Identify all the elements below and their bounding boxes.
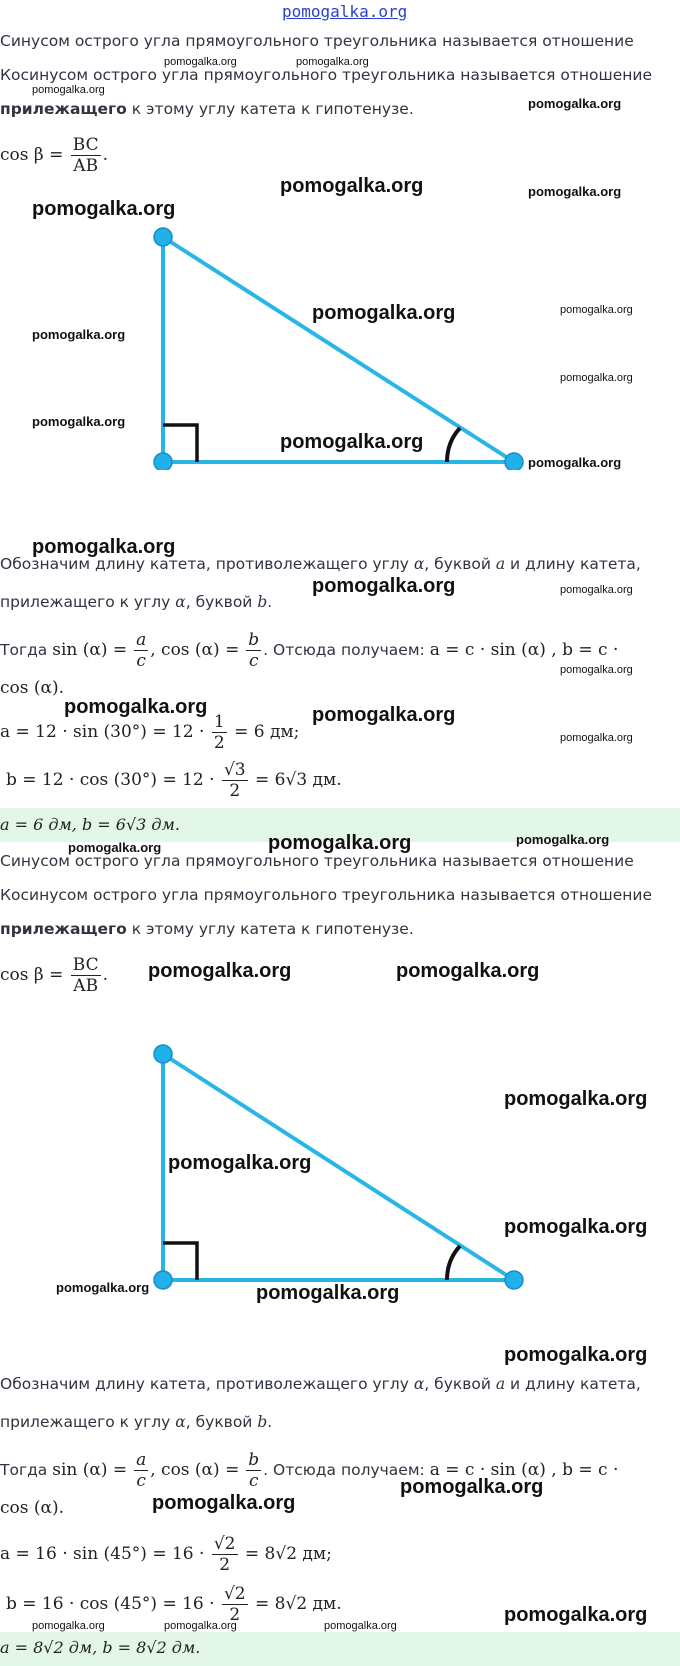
cosine-definition: Косинусом острого угла прямоугольного треугольника называется отношение [0, 66, 652, 84]
letter-a: a [495, 1375, 506, 1393]
right-triangle-diagram-2 [0, 1030, 680, 1290]
p1-b-num: √3 [223, 760, 246, 780]
cos-beta-denominator: AB [73, 976, 99, 996]
adjacent-bold: прилежащего [0, 920, 127, 938]
sin-denominator: c [136, 651, 146, 671]
cos-beta-fraction [71, 955, 101, 996]
watermark: pomogalka.org [528, 455, 622, 470]
watermark: pomogalka.org [296, 56, 369, 68]
then-label: Тогда [0, 1461, 48, 1479]
triangle2-vertex-right-angle [154, 1271, 172, 1289]
watermark: pomogalka.org [32, 198, 176, 220]
legs-text-1b: , буквой [424, 555, 496, 573]
result-formula-cont: cos (α). [0, 678, 65, 698]
result-formula: a = c · sin (α) , b = c · [429, 640, 619, 660]
sin-fraction [134, 630, 148, 671]
alpha-symbol: α [175, 1413, 186, 1431]
alpha-symbol: α [413, 1375, 425, 1393]
legs-text-1a: Обозначим длину катета, противолежащего углу [0, 555, 414, 573]
p2-b-right: = 8√2 дм. [255, 1594, 342, 1614]
triangle1-vertex-acute [505, 453, 523, 470]
result-formula-cont-2: cos (α). [0, 1498, 65, 1518]
watermark: pomogalka.org [168, 1152, 312, 1174]
letter-a: a [495, 555, 506, 573]
p2-b-fraction [222, 1584, 248, 1625]
adjacent-rest: к этому углу катета к гипотенузе. [126, 920, 414, 938]
legs-text-2b: , буквой [185, 593, 258, 611]
sin-fraction [134, 1450, 148, 1491]
legs-text-1a: Обозначим длину катета, противолежащего углу [0, 1375, 414, 1393]
p2-a-fraction [212, 1534, 238, 1575]
hence-text: . Отсюда получаем: [263, 641, 425, 659]
watermark: pomogalka.org [312, 704, 456, 726]
watermark: pomogalka.org [324, 1620, 397, 1632]
sine-definition: Синусом острого угла прямоугольного треугольника называется отношение [0, 32, 634, 50]
legs-text-2a: прилежащего к углу [0, 1413, 176, 1431]
then-label: Тогда [0, 641, 48, 659]
cosine-definition-cont-2 [0, 920, 414, 938]
watermark: pomogalka.org [312, 302, 456, 324]
watermark: pomogalka.org [528, 184, 622, 199]
watermark: pomogalka.org [56, 1280, 150, 1295]
cos-beta-numerator: BC [72, 135, 99, 155]
hence-text: . Отсюда получаем: [263, 1461, 425, 1479]
cosine-definition-2: Косинусом острого угла прямоугольного треугольника называется отношение [0, 886, 652, 904]
p1-b-right: = 6√3 дм. [255, 770, 342, 790]
p1-b-left: b = 12 · cos (30°) = 12 · [6, 770, 215, 790]
problem2-b-calculation [6, 1584, 342, 1625]
watermark: pomogalka.org [280, 175, 424, 197]
triangle1-vertex-top [154, 228, 172, 246]
cos-beta-formula [0, 135, 108, 176]
cos-beta-end: . [102, 145, 109, 165]
alpha-symbol: α [413, 555, 425, 573]
sin-expression: sin (α) = [52, 1460, 128, 1480]
letter-b: b [257, 593, 268, 611]
p2-b-left: b = 16 · cos (45°) = 16 · [6, 1594, 215, 1614]
legs-dot: . [267, 1413, 273, 1431]
cos-beta-lhs: cos β = [0, 145, 64, 165]
watermark: pomogalka.org [32, 1620, 105, 1632]
cos-beta-lhs: cos β = [0, 965, 64, 985]
p2-b-den: 2 [229, 1605, 241, 1625]
problem1-b-calculation [6, 760, 342, 801]
result-formula: a = c · sin (α) , b = c · [429, 1460, 619, 1480]
cos-numerator: b [248, 630, 260, 650]
watermark: pomogalka.org [504, 1088, 648, 1110]
legs-notation-line1-2 [0, 1375, 641, 1393]
sin-numerator: a [136, 1450, 147, 1470]
watermark: pomogalka.org [312, 575, 456, 597]
cos-fraction [246, 630, 261, 671]
p1-a-fraction [212, 712, 227, 753]
cos-beta-fraction [71, 135, 101, 176]
alpha-symbol: α [175, 593, 186, 611]
sin-denominator: c [136, 1471, 146, 1491]
p2-a-den: 2 [219, 1555, 231, 1575]
p1-a-left: a = 12 · sin (30°) = 12 · [0, 722, 205, 742]
cos-beta-denominator: AB [73, 156, 99, 176]
triangle2-vertex-top [154, 1045, 172, 1063]
cos-expression: , cos (α) = [150, 1460, 240, 1480]
legs-text-1c: и длину катета, [505, 1375, 641, 1393]
watermark: pomogalka.org [560, 584, 633, 596]
watermark: pomogalka.org [396, 960, 540, 982]
triangle1-vertex-right-angle [154, 453, 172, 470]
watermark: pomogalka.org [256, 1282, 400, 1304]
watermark: pomogalka.org [516, 832, 610, 847]
watermark: pomogalka.org [68, 840, 162, 855]
cos-numerator: b [248, 1450, 260, 1470]
p1-a-right: = 6 дм; [234, 722, 300, 742]
legs-dot: . [267, 593, 273, 611]
triangle1-angle-arc [447, 428, 460, 462]
watermark: pomogalka.org [504, 1604, 648, 1626]
watermark: pomogalka.org [504, 1216, 648, 1238]
watermark: pomogalka.org [152, 1492, 296, 1514]
problem2-answer: a = 8√2 дм, b = 8√2 дм. [0, 1638, 201, 1657]
problem1-answer: a = 6 дм, b = 6√3 дм. [0, 815, 180, 834]
sin-expression: sin (α) = [52, 640, 128, 660]
triangle2-angle-arc [447, 1246, 460, 1280]
problem2-a-calculation [0, 1534, 332, 1575]
watermark: pomogalka.org [400, 1476, 544, 1498]
sine-definition-2: Синусом острого угла прямоугольного треугольника называется отношение [0, 852, 634, 870]
watermark: pomogalka.org [164, 1620, 237, 1632]
watermark: pomogalka.org [268, 832, 412, 854]
legs-notation-line2 [0, 593, 272, 611]
triangle1-hypotenuse [163, 237, 514, 462]
trig-relations-line [0, 630, 618, 671]
p2-a-left: a = 16 · sin (45°) = 16 · [0, 1544, 205, 1564]
adjacent-bold: прилежащего [0, 100, 127, 118]
site-title[interactable]: pomogalka.org [282, 2, 408, 21]
letter-b: b [257, 1413, 268, 1431]
cos-beta-formula-2 [0, 955, 108, 996]
cos-beta-numerator: BC [72, 955, 99, 975]
watermark: pomogalka.org [32, 327, 126, 342]
legs-text-2b: , буквой [185, 1413, 258, 1431]
cosine-definition-cont [0, 100, 414, 118]
watermark: pomogalka.org [32, 414, 126, 429]
legs-notation-line2-2 [0, 1413, 272, 1431]
legs-text-1b: , буквой [424, 1375, 496, 1393]
watermark: pomogalka.org [560, 304, 633, 316]
sin-numerator: a [136, 630, 147, 650]
watermark: pomogalka.org [560, 732, 633, 744]
p1-a-den: 2 [213, 733, 225, 753]
triangle2-vertex-acute [505, 1271, 523, 1289]
p1-b-den: 2 [229, 781, 241, 801]
cos-denominator: c [248, 651, 259, 671]
cos-denominator: c [248, 1471, 259, 1491]
watermark: pomogalka.org [64, 696, 208, 718]
p1-b-fraction [222, 760, 248, 801]
legs-text-2a: прилежащего к углу [0, 593, 176, 611]
cos-expression: , cos (α) = [150, 640, 240, 660]
p2-a-num: √2 [213, 1534, 236, 1554]
watermark: pomogalka.org [560, 664, 633, 676]
p1-a-num: 1 [213, 712, 225, 732]
adjacent-rest: к этому углу катета к гипотенузе. [126, 100, 414, 118]
p2-a-right: = 8√2 дм; [244, 1544, 332, 1564]
watermark: pomogalka.org [280, 431, 424, 453]
watermark: pomogalka.org [504, 1344, 648, 1366]
legs-text-1c: и длину катета, [505, 555, 641, 573]
watermark: pomogalka.org [164, 56, 237, 68]
watermark: pomogalka.org [148, 960, 292, 982]
cos-fraction [246, 1450, 261, 1491]
watermark: pomogalka.org [560, 372, 633, 384]
watermark: pomogalka.org [32, 84, 105, 96]
watermark: pomogalka.org [528, 96, 622, 111]
p2-b-num: √2 [223, 1584, 246, 1604]
watermark: pomogalka.org [32, 536, 176, 558]
cos-beta-end: . [102, 965, 109, 985]
